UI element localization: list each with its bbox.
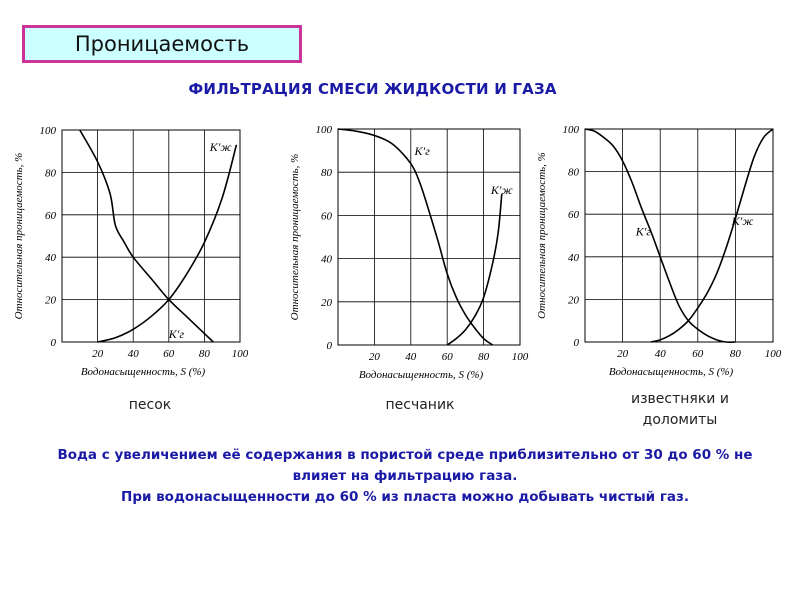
y-tick-label: 0	[573, 337, 579, 349]
plot-frame	[585, 129, 773, 342]
x-tick-label: 40	[654, 348, 666, 360]
y-tick-label: 60	[321, 210, 332, 223]
y-axis-label: Относительная проницаемость, %	[13, 152, 25, 320]
y-tick-label: 40	[321, 253, 332, 266]
y-axis-label: Относительная проницаемость, %	[289, 153, 301, 321]
series-label: K′ж	[209, 140, 232, 155]
chart-sand	[0, 100, 260, 400]
x-tick-label: 20	[368, 351, 380, 363]
x-tick-label: 80	[729, 348, 741, 360]
y-tick-label: 20	[568, 294, 579, 307]
y-tick-label: 80	[321, 167, 332, 180]
x-axis-label: Водонасыщенность, S (%)	[608, 366, 734, 378]
section-title: ФИЛЬТРАЦИЯ СМЕСИ ЖИДКОСТИ И ГАЗА	[188, 80, 557, 98]
chart-limestone	[525, 100, 795, 400]
x-tick-label: 100	[231, 348, 249, 360]
slide-title: Проницаемость	[22, 25, 302, 63]
liquid-permeability-curve	[98, 145, 237, 342]
series-label: K′г	[168, 326, 185, 341]
y-axis-label: Относительная проницаемость, %	[536, 152, 548, 319]
grid	[585, 129, 773, 342]
x-tick-label: 40	[405, 351, 417, 363]
conclusion-line-2: При водонасыщенности до 60 % из пласта можно добывать чистый газ.	[121, 489, 689, 505]
gas-permeability-curve	[338, 129, 493, 345]
y-tick-label: 20	[321, 296, 332, 309]
x-axis-label: Водонасыщенность, S (%)	[358, 369, 484, 381]
conclusion-text	[50, 445, 760, 508]
y-tick-label: 100	[562, 124, 579, 136]
x-tick-label: 20	[92, 348, 104, 360]
plot-frame	[62, 130, 240, 342]
gas-permeability-curve	[80, 130, 214, 342]
series-label: K′ж	[490, 182, 513, 197]
x-tick-label: 80	[198, 348, 210, 360]
caption-sandstone: песчаник	[385, 397, 455, 413]
y-tick-label: 80	[45, 167, 56, 180]
y-tick-label: 0	[50, 337, 56, 349]
y-tick-label: 0	[326, 340, 332, 352]
y-tick-label: 20	[45, 294, 56, 307]
y-tick-label: 100	[39, 125, 56, 137]
series-label: K′г	[635, 224, 652, 239]
liquid-permeability-curve	[651, 129, 773, 342]
y-tick-label: 60	[45, 209, 56, 222]
x-tick-label: 80	[478, 351, 490, 363]
series-label: K′ж	[731, 213, 754, 228]
y-tick-label: 40	[45, 252, 56, 265]
grid	[62, 130, 240, 342]
x-tick-label: 100	[764, 348, 782, 360]
caption-limestone: известняки и доломиты	[631, 391, 729, 428]
x-tick-label: 60	[441, 351, 453, 363]
liquid-permeability-curve	[447, 194, 502, 345]
y-tick-label: 80	[568, 166, 579, 179]
series-label: K′г	[414, 143, 430, 158]
x-tick-label: 60	[163, 348, 175, 360]
conclusion-line-1: Вода с увеличением её содержания в пористой среде приблизительно от 30 до 60 % не влияет на фильтрацию газа.	[57, 447, 753, 484]
x-tick-label: 20	[617, 348, 629, 360]
plot-frame	[338, 129, 520, 345]
y-tick-label: 60	[568, 209, 579, 222]
chart-sandstone	[280, 100, 530, 400]
x-tick-label: 40	[127, 348, 139, 360]
x-tick-label: 100	[511, 351, 529, 363]
x-axis-label: Водонасыщенность, S (%)	[80, 366, 206, 378]
grid	[338, 129, 520, 345]
y-tick-label: 40	[568, 251, 579, 264]
y-tick-label: 100	[315, 124, 332, 136]
x-tick-label: 60	[692, 348, 704, 360]
caption-sand: песок	[128, 397, 172, 413]
